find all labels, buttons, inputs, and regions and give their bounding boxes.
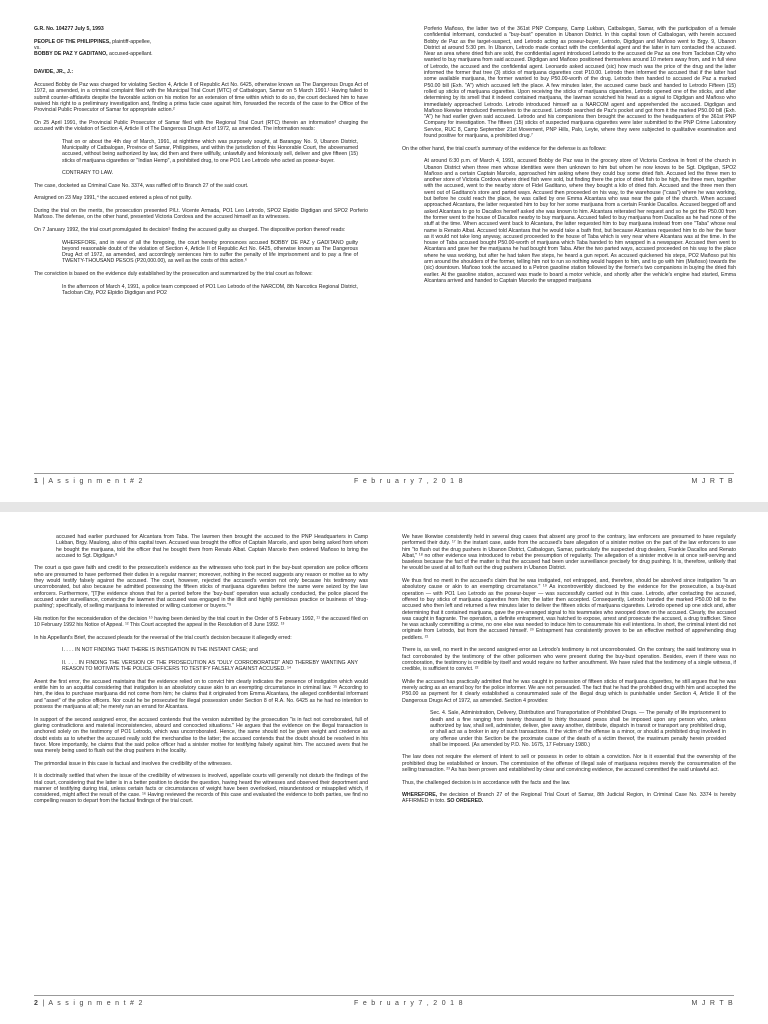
page-number: 2 [34,1000,40,1007]
paragraph: There is, as well, no merit in the second assigned error as Letrodo's testimony is not uncorroborated. On the contrary, the said testimony was in fact corroborated by the testimony of the other policemen who were present during the buy-bust operation. Besides, even if there was no corroboration, the testimony is credible by itself and would require no further anouthment. We have ruled that the testimony of a single witness, if credible, is sufficient to convict. ²² [402,647,736,673]
paragraph: While the accused has practically admitted that he was caught in possession of fifteen sticks of marijuana cigarettes, he still argues that he was merely acting as an errand boy for the police informer. We are not persuaded. The fact that he had the prohibited drug with him and accepted the P50.00 as payment for it clearly established a consummated sale of the illegal drug which is punishable under Section 4, Article II of the Dangerous Drugs Act of 1972, as amended. Section 4 provides: [402,678,736,704]
block-quote: CONTRARY TO LAW. [62,170,114,177]
block-quote: At around 6:30 p.m. of March 4, 1991, accused Bobby de Paz was in the grocery store of Victoria Cordova in front of the church in Ubanon District when three men whose identities were then unknown to him but whom he now knows to be Sgt. Digdigan, SPO2 Mañoso and a certain Captain Marcelo, approached him asking where they could buy some dried fish. Accused led the three men to another store of Victoria Cordova where dried fish were sold, but finding there the price of dried fish to be high, the three men, together with the accused, went to the nearby store of Fidel Gaditano, where they bought a kilo of dried fish. Accused and the three men then went out of Gaditano's store and parted ways. Accused then proceeded on his way, to the warehouse ("casa") where he was working, but before he could reach the place, he was called by one Emma Alcantara who was near the gate of the church. When accused approached Alcantara, the latter requested him to buy for her some marijuana from a certain Frankie Dacallos. Accused begged off and asked Alcantara to go to Dacallos herself asked she was known to him. Alcantara reiterated her request and so he got the P50.00 from the former went to the house of Dacallos nearby to buy marijuana. Accused failed to buy marijuana from Dacallos as he had none of the stuff at the time. When accused went back to Alcantara, the latter requested him to buy marijuana instead from one "Taba" whose real name is Renato Albat. Accused told Alcantara that he would take a bath first, but because Alcantara requested him to do her the favor as it would not take long anyway, accused proceeded to the house of Taba which is very near where Alcantara was at the time. In the house of Taba accused bought P50.00-worth of marijuana which Taba handed to him wrapped in a newspaper. Accused then went to Alcantara and gave her the marijuana he had bought from Taba. After the two parted ways, accused proceeded on his way to the place where he was working, but after he had taken five steps, he heard a gun report. As accused quickened his steps, PO2 Mañoso put his arm around the shoulders of the former, telling him not to run so nothing would happen to him, and to go with him (Mañoso) towards the (sic) downtown. Mañoso took the accused to a Petron gasoline station followed by the former's two companions in buying the dried fish earlier. At the gasoline station, accused was made to board a motor vehicle, and shortly after the vehicle's engine had started, Emma Alcantara arrived and handed to Captain Marcelo the wrapped marijuana [424,158,736,284]
paragraph: The conviction is based on the evidence duly established by the prosecution and summarized by the trial court as follows: [34,270,313,277]
page-1 [0,0,768,502]
block-quote: WHEREFORE, and in view of all the foregoing, the court hereby pronounces accused BOBBY DE PAZ y GADITANO guilty beyond reasonable doubt of the violation of Section 4, Article II of Republic Act No. 6425, otherwise known as The Dangerous Drug Act of 1972, as amended, and accordingly sentences him to suffer the penalty of life imprisonment and to pay a fine of TWENTY-THOUSAND PESOS (P20,000.00), as well as the costs of this action.⁶ [62,239,358,265]
footer-assignment: | A s s i g n m e n t # 2 [39,478,144,485]
page1-right-column [402,26,736,290]
paragraph: The case, docketed as Criminal Case No. 3374, was raffled off to Branch 27 of the said court. [34,182,249,189]
paragraph: We have likewise consistently held in several drug cases that absent any proof to the contrary, law enforcers are presumed to have regularly performed their duty. ¹⁷ In the instant case, aside from the accused's bare allegation of a sinister motive on the part of the law enforcers to use him "to flush out the drug pushers in Ubanon District, Catbalogan, Samar, particularly the suspected drug dealers, Frankie Dacallos and Renato Albat," ¹⁸ no other evidence was introduced to rebut the presumption of regularity. The allegation of a sinister motive is at once self-serving and baseless because the fact of the matter is that the accused had been under surveillance precisely for drug pushing. It is, therefore, unlikely that he would be used at all to flush out the drug pushers in Ubanon District. [402,534,736,572]
assigned-error: I. . . . IN NOT FINDING THAT THERE IS INSTIGATION IN THE INSTANT CASE; and [62,647,258,654]
paragraph: In his Appellant's Brief, the accused pleads for the reversal of the trial court's decision because it allegedly erred: [34,634,292,641]
paragraph: In support of the second assigned error, the accused contends that the version submitted by the prosecution "is in fact not corroborated, full of glaring contradictions and material inconsistencies, absurd and concocted situations." He argues that the evidence on the illegal transaction is anchored solely on the testimony of PO1 Letrodo, which was uncorroborated. Hence, the same should not be given weight and credence as doubt exists as to whether the accused really sold the merchandise to the latter; the accused contends that the doubt should be resolved in his favor. More importantly, he claims that the said police officer had a sinister motive for testifying falsely against him. The accused avers that he was merely being used to flush out the drug pushers in the locality. [34,716,368,755]
paragraph: Arraigned on 23 May 1991,⁴ the accused entered a plea of not guilty. [34,195,192,202]
footer-rule [34,995,734,996]
block-quote: accused had earlier purchased for Alcantara from Taba. The lawmen then brought the accused to the PNP Headquarters in Camp Lukban, Brgy. Maulong, also of this capital town. Accused was brought the office of Captain Marcelo, and upon being asked from whom he bought the marijuana, told the officer that he bought them from Renato Albat. Captain Marcelo then ordered Mañoso to bring the accused to Sgt. Digdigan.⁸ [56,534,368,559]
paragraph: His motion for the reconsideration of the decision ¹⁰ having been denied by the trial court in the Order of 5 February 1992, ¹¹ the accused filed on 10 February 1992 his Notice of Appeal. ¹² This Court accepted the appeal in the Resolution of 8 June 1992. ¹³ [34,615,368,629]
page-number: 1 [34,478,40,485]
versus: vs. [34,44,41,51]
paragraph: Anent the first error, the accused maintains that the evidence relied on to convict him clearly indicates the presence of instigation which would entitle him to an acquittal considering that instigation is an absolutory cause akin to an exempting circumstance in criminal law. ¹⁵ According to him, the idea to purchase marijuana did not come from him; he claims that it originated from Emma Alcantara, the alleged confidential informant and "asset" of the police officers. Nor could he be prosecuted for illegal possession under Section 8 of R.A. No. 6425 as he had no intention to possess the marijuana at all; he merely ran an errand for Alcantara. [34,678,368,711]
block-quote: In the afternoon of March 4, 1991, a police team composed of PO1 Leo Letrodo of the NARCOM, 8th Narcotics Regional District, Tacloban City, PO2 Elpidio Digdigan and PO2 [62,283,358,296]
paragraph: We thus find no merit in the accused's claim that he was instigated, not entrapped, and, therefore, should be absolved since instigation "is an absolutory cause or akin to an exempting circumstance." ¹⁹ As incontrovertibly disclosed by the evidence for the prosecution, a buy-bust operation — with PO1 Leo Letrodo as the poseur-buyer — was successfully carried out in this case. Letrodo, after contacting the accused, offered to buy sticks of marijuana cigarettes from him; the latter then accepted. Consequently, Letrodo handed the marked P50.00 bill to the accused who then left and returned a few minutes later to deliver the fifteen sticks of marijuana cigarettes. Letrodo opened up one stick and, after determining that it contained marijuana, gave the pre-arranged signal to his teammates who swooped down on the accused. Clearly, the accused was caught in flagrante. The operation, a definite entrapment, was hatched to expose, arrest and prosecute the accused, a drug trafficker. Since he was actually committing a crime, no one else was needed to induce him to consummate his evil intentions. In short, the criminal intent did not originate from Letrodo, but from the accused himself. ²⁰ Entrapment has consistently proven to be an effective method of apprehending drug peddlers. ²¹ [402,578,736,641]
footer-initials: M J R T B [691,1000,734,1007]
block-quote: Sec. 4. Sale, Administration, Delivery, Distribution and Transportation of Prohibited Drugs. — The penalty of life imprisonment to death and a fine ranging from twenty thousand to thirty thousand pesos shall be imposed upon any person who, unless authorized by law, shall sell, administer, deliver, give away another, distribute, dispatch in transit or transport any prohibited drug, or shall act as a broker in any of such transactions. If the victim of the offense is a minor, or should a prohibited drug involved in any offense under this Section be the proximate cause of the death of a victim thereof, the maximum penalty herein provided shall be imposed. (As amended by P.D. No. 1675, 17 February 1980.) [430,710,726,748]
assigned-error: II. . . . IN FINDING THE VERSION OF THE PROSECUTION AS "DULY CORROBORATED" AND THEREBY WANTING ANY REASON TO MOTIVATE THE POLICE OFFICERS TO TESTIFY FALSELY AGAINST ACCUSED. ¹⁴ [62,659,358,673]
page-gap [0,502,768,512]
page2-left-column [34,534,368,811]
paragraph: The court a quo gave faith and credit to the prosecution's evidence as the witnesses who took part in the buy-bust operation are police officers who are presumed to have performed their duties in a regular manner; moreover, nothing in the record suggests any reason or motive as to why they would testify falsely against the accused. The court, however, rejected the accused's version not only because his testimony was uncorroborated, but also because he admitted possessing the fifteen sticks of marijuana cigarettes before the same were seized by the law enforcers. Furthermore, "[T]he evidence shows that for a period before the 'buy-bust' operation was actually conducted, the police placed the accused under surveillance, convincing the lawmen that accused was engaged in the illicit and highly pernicious practice or business of 'drug-pushing'; specifically, of selling marijuana to interested or willing customer or buyers."⁹ [34,565,368,610]
ponente: DAVIDE, JR., J.: [34,69,74,76]
dispositive-paragraph: WHEREFORE, the decision of Branch 27 of the Regional Trial Court of Samar, 8th Judicial Region, in Criminal Case No. 3374 is hereby AFFIRMED in toto. SO ORDERED. [402,792,736,805]
paragraph: On the other hand, the trial court's summary of the evidence for the defense is as follows: [402,145,607,152]
paragraph: It is doctrinally settled that when the issue of the credibility of witnesses is involved, appellate courts will generally not disturb the findings of the trial court, considering that the latter is in a better position to decide the question, having heard the witnesses and observed their deportment and manner of testifying during trial, unless certain facts or circumstances of weight have been overlooked, misunderstood or misapplied which, if considered, might affect the result of the case. ¹⁶ Having reviewed the records of this case and evaluated the evidence to both parties, we find no compelling reason to depart from the factual findings of the trial court. [34,773,368,805]
paragraph: Thus, the challenged decision is in accordance with the facts and the law. [402,779,571,786]
case-number: G.R. No. 104277 July 5, 1993 [34,26,104,32]
paragraph: Accused Bobby de Paz was charged for violating Section 4, Article II of Republic Act No. 6425, otherwise known as The Dangerous Drugs Act of 1972, as amended, in a criminal complaint filed with the Municipal Trial Court (MTC) of Catbalogan, Samar on 5 March 1991.¹ Having failed to submit counter-affidavits despite the favorable action on his motion for an extension of time within which to do so, the court declared him to have waived his right to a preliminary investigation and, finding a prima facie case against him, forwarded the records of the case to the Office of the Provincial Public Prosecutor of Samar for appropriate action.² [34,82,368,114]
parties-plaintiff: PEOPLE OF THE PHILIPPINES, plaintiff-appellee, [34,38,152,45]
parties-accused: BOBBY DE PAZ Y GADITANO, accused-appellant. [34,51,153,58]
paragraph: The law does not require the element of intent to sell or possess in order to obtain a conviction. Nor is it essential that the ownership of the prohibited drug be established or known. The commission of the offense of illegal sale of marijuana requires merely the consummation of the selling transaction. ²³ As has been proven and established by clear and convincing evidence, the accused committed the said unlawful act. [402,754,736,773]
paragraph: On 25 April 1991, the Provincial Public Prosecutor of Samar filed with the Regional Trial Court (RTC) therein an information³ charging the accused with the violation of Section 4, Article II of The Dangerous Drugs Act of 1972, as amended. The information reads: [34,119,368,133]
block-quote: Porferio Mañoso, the latter two of the 361st PNP Company, Camp Lukban, Catbalogan, Samar, with the participation of a female confidential informant, conducted a "buy-bust" operation in Ubanon District. In this capital town of Catbalogan, with herein accused Bobby de Paz as the target-suspect, and Letrodo acting as poseur-buyer, Letrodo, Digdigan and Mañoso went to Brgy. 9, Ubanon District at around 5:30 pm. In Ubanon, Letrodo made contact with the confidential agent and the latter in turn contacted the accused. Near an area where dried fish are sold, the confidential agent introduced Letrodo to the accused de Paz as one from Tacloban City who wanted to buy marijuana from said accused. Digdigan and Mañoso positioned themselves around 10 meters away from, and in full view of Letrodo, the accused and the confidential agent. Leonardo asked accused (sic) how much was the price of the drug and the latter informed the former that tree (3) sticks of marijuana cigarettes cost P10.00. Letrodo then informed the accused that if the latter had some available marijuana, the former wanted to buy P50.00-worth of the drug. Letrodo then handed to accused de Paz a marked P50.00 bill (Exh. "A") which accused left the place. A few minutes later, the accused came back and handed to Letrodo Fifteen (15) rolled up sticks of marijuana cigarettes. Upon receiving the sticks of marijuana cigarettes, Letrodo opened one of the sticks, and after determining by its smell that it indeed contained marijuana, the lawman scratched his head as a signal to Digdigan and Mañoso who immediately approached Letrodo. Letrodo introduced himself as a NARCOM agent and apprehended the accused. Digdigan and Mañoso likewise introduced themselves to the accused. Letrodo searched de Paz's pocket and got from it the marked P50.00 bill (Exh. "A") he had earlier given said accused. Letrodo and his companions then brought the accused to the headquarters of the 361st PNP Company for investigation. The fifteen (15) sticks of suspected marijuana cigarettes were later submitted to the PNP Crime Laboratory Service, RUC 8, Camp September 21st Movement, PNP Hills, Palo, Leyte, where they were subjected to qualitative examination and found positive for marijuana, a prohibited drug.⁷ [424,26,736,140]
footer-initials: M J R T B [691,478,734,485]
paragraph: The primordial issue in this case is factual and involves the credibility of the witnesses. [34,760,233,767]
footer-rule [34,473,734,474]
footer-assignment: | A s s i g n m e n t # 2 [39,1000,144,1007]
page2-right-column [402,534,736,811]
footer-date: F e b r u a r y 7 , 2 0 1 8 [354,1000,464,1007]
footer-date: F e b r u a r y 7 , 2 0 1 8 [354,478,464,485]
paragraph: During the trial on the merits, the prosecution presented P/Lt. Vicente Armada, PO1 Leo Letrodo, SPO2 Elpidio Digdigan and SPO2 Porferio Mañoso. The defense, on the other hand, presented Victoria Cordova and the accused himself as its witnesses. [34,208,368,221]
page-2 [0,512,768,1024]
paragraph: On 7 January 1992, the trial court promulgated its decision⁵ finding the accused guilty as charged. The dispositive portion thereof reads: [34,226,346,233]
page1-left-column [34,26,368,302]
block-quote: That on or about the 4th day of March, 1991, at nighttime which was purposely sought, at Barangay No. 9, Ubanon District, Municipality of Catbalogan, Province of Samar, Philippines, and within the jurisdiction of this Honorable Court, the abovenamed accused, without being authorized by law, did then and there willfully, unlawfully and feloniously sell, deliver and give fifteen (15) sticks of marijuana cigarettes or "Indian Hemp", a prohibited drug, to one PO1 Leo Letrodo who acted as poseur-buyer. [62,138,358,164]
